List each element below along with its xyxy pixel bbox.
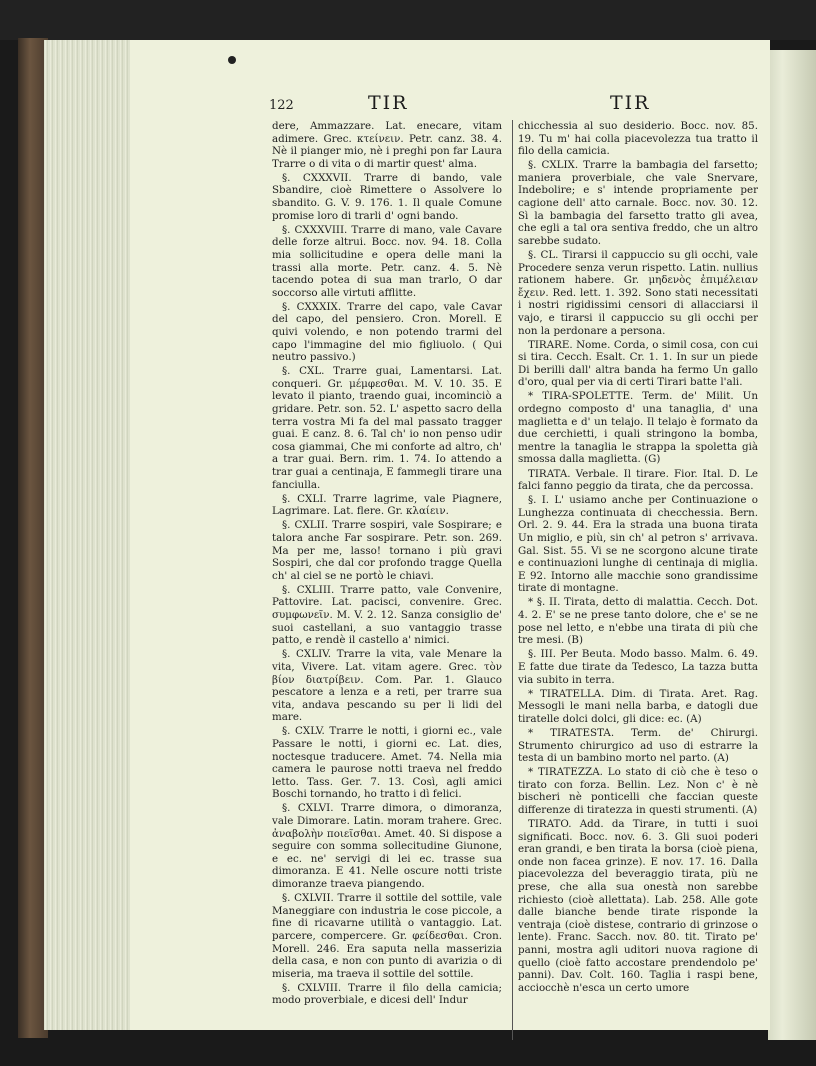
entry-paragraph: §. CL. Tirarsi il cappuccio su gli occhi, vale Procedere senza verun rispetto. Latin. nullius rationem habere. Gr. μηδενὸς ἐπιμέλειαν ἔχειν. Red. lett. 1. 392. Sono stati necessitati i nostri rigidissimi censori di allacciarsi il vajo, e tirarsi il cappuccio su gli occhi per non la perdonare a persona.: [518, 248, 758, 337]
column-rule: [512, 120, 513, 1040]
right-column: [518, 120, 758, 1040]
entry-paragraph: §. III. Per Beuta. Modo basso. Malm. 6. 49. E fatte due tirate da Tedesco, La tazza butta via subito in terra.: [518, 648, 758, 686]
entry-paragraph: dere, Ammazzare. Lat. enecare, vitam adimere. Grec. κτείνειν. Petr. canz. 38. 4. Nè il pianger mio, nè i preghi pon far Laura Trarre o di vita o di martir quest' alma.: [272, 120, 502, 170]
entry-paragraph: §. CXLII. Trarre sospiri, vale Sospirare; e talora anche Far sospirare. Petr. son. 269. Ma per me, lasso! tornano i più gravi Sospiri, che dal cor profondo tragge Quella ch' al ciel se ne portò le chiavi.: [272, 519, 502, 582]
entry-paragraph: §. CXLIX. Trarre la bambagia del farsetto; maniera proverbiale, che vale Snervare, Indebolire; e s' intende propriamente per cagione dell' atto carnale. Bocc. nov. 30. 12. Sì la bambagia del farsetto tratto gli avea, che egli a tal ora sentiva freddo, che un altro sarebbe sudato.: [518, 159, 758, 247]
entry-paragraph: §. CXXXIX. Trarre del capo, vale Cavar del capo, del pensiero. Cron. Morell. E quivi volendo, e non potendo trarmi del capo l'immagine del mio figliuolo. ( Qui neutro passivo.): [272, 300, 502, 364]
entry-paragraph: §. I. L' usiamo anche per Continuazione o Lunghezza continuata di checchessia. Bern. Orl. 2. 9. 44. Era la strada una buona tirata Un miglio, e più, sin ch' al petron s' arrivava. Gal. Sist. 55. Vi se ne scorgono alcune tirate e continuazioni lunghe di centinaja di miglia. E 92. Intorno alle macchie sono grandissime tirate di montagne.: [518, 494, 758, 595]
running-head-left: TIR: [368, 92, 409, 114]
entry-paragraph: §. CXLVIII. Trarre il filo della camicia; modo proverbiale, e dicesi dell' Indur: [272, 981, 502, 1007]
page-number: 122: [269, 98, 294, 113]
entry-paragraph: * TIRATEZZA. Lo stato di ciò che è teso o tirato con forza. Bellin. Lez. Non c' è nè bischeri nè ponticelli che faccian queste differenze di tiratezza in questi strumenti. (A): [518, 766, 758, 816]
entry-paragraph: chicchessia al suo desiderio. Bocc. nov. 85. 19. Tu m' hai colla piacevolezza tua tratto il filo della camicia.: [518, 120, 758, 158]
entry-paragraph: §. CXLI. Trarre lagrime, vale Piagnere, Lagrimare. Lat. flere. Gr. κλαίειν.: [272, 492, 502, 518]
entry-paragraph: §. CXLIV. Trarre la vita, vale Menare la vita, Vivere. Lat. vitam agere. Grec. τὸν βίον διατρίβειν. Com. Par. 1. Glauco pescatore a lenza e a reti, per trarre sua vita, andava pescando su per li lidi del mare.: [272, 648, 502, 724]
running-head-right: TIR: [610, 92, 651, 114]
entry-paragraph: §. CXXXVII. Trarre di bando, vale Sbandire, cioè Rimettere o Assolvere lo sbandito. G. V. 9. 176. 1. Il quale Comune promise loro di trarli d' ogni bando.: [272, 171, 502, 222]
entry-paragraph: §. CXLIII. Trarre patto, vale Convenire, Pattovire. Lat. pacisci, convenire. Grec. συμφωνεῖν. M. V. 2. 12. Sanza consiglio de' suoi castellani, a suo vantaggio trasse patto, e rendè il castello a' nimici.: [272, 583, 502, 647]
background-top: [0, 0, 816, 40]
entry-paragraph: TIRARE. Nome. Corda, o simil cosa, con cui si tira. Cecch. Esalt. Cr. 1. 1. In sur un piede Di berilli dall' altra banda ha fermo Un gallo d'oro, qual per via di certi Tirari batte l'ali.: [518, 338, 758, 389]
entry-paragraph: * TIRATESTA. Term. de' Chirurgi. Strumento chirurgico ad uso di estrarre la testa di un bambino morto nel parto. (A): [518, 726, 758, 765]
entry-paragraph: * TIRATELLA. Dim. di Tirata. Aret. Rag. Messogli le mani nella barba, e datogli due tiratelle dolci dolci, gli dice: ec. (A): [518, 687, 758, 725]
entry-paragraph: §. CXL. Trarre guai, Lamentarsi. Lat. conqueri. Gr. μέμφεσθαι. M. V. 10. 35. E levato il pianto, traendo guai, incominciò a gridare. Petr. son. 52. L' aspetto sacro della terra vostra Mi fa del mal passato tragger guai. E canz. 8. 6. Tal ch' io non penso udir cosa giammai, Che mi conforte ad altro, ch' a trar guai. Bern. rim. 1. 74. Io attendo a trar guai a centinaja, E fammegli tirare una fanciulla.: [272, 365, 502, 491]
entry-paragraph: §. CXLV. Trarre le notti, i giorni ec., vale Passare le notti, i giorni ec. Lat. dies, noctesque traducere. Amet. 74. Nella mia camera le paurose notti traeva nel freddo letto. Tass. Ger. 7. 13. Così, agli amici Boschi tornando, ho tratto i dì felici.: [272, 725, 502, 801]
binding-hole: [228, 56, 236, 64]
entry-paragraph: TIRATO. Add. da Tirare, in tutti i suoi significati. Bocc. nov. 6. 3. Gli suoi poderi eran grandi, e ben tirata la borsa (cioè piena, onde non facea grinze). E nov. 17. 16. Dalla piacevolezza del beveraggio tirata, più ne prese, che alla sua onestà non sarebbe richiesto (cioè allettata). Lab. 258. Alle gote dalle bianche bende tirate risponde la ventraja (cioè distese, contrario di grinzose o lente). Franc. Sacch. nov. 80. tit. Tirato pe' panni, mostra agli uditori nuova ragione di quello (cioè fatto accostare prendendolo pe' panni). Dav. Colt. 160. Taglia i raspi bene, acciocchè n'esca un certo umore: [518, 818, 758, 994]
facing-page-edge: [768, 50, 816, 1040]
entry-paragraph: §. CXLVI. Trarre dimora, o dimoranza, vale Dimorare. Latin. moram trahere. Grec. ἀναβολὴν ποιεῖσθαι. Amet. 40. Si dispose a seguire con somma sollecitudine Giunone, e ec. ne' servigi di lei ec. trasse sua dimoranza. E 41. Nelle oscure notti triste dimoranze traeva piangendo.: [272, 802, 502, 891]
entry-paragraph: TIRATA. Verbale. Il tirare. Fior. Ital. D. Le falci fanno peggio da tirata, che da percossa.: [518, 467, 758, 493]
page-edges: [44, 40, 132, 1030]
entry-paragraph: §. CXLVII. Trarre il sottile del sottile, vale Maneggiare con industria le cose piccole, a fine di ricavarne utilità o vantaggio. Lat. parcere, compercere. Gr. φείδεσθαι. Cron. Morell. 246. Era saputa nella masserizia della casa, e non con punto di avarizia o di miseria, ma traeva il sottile del sottile.: [272, 892, 502, 980]
entry-paragraph: * TIRA-SPOLETTE. Term. de' Milit. Un ordegno composto d' una tanaglia, d' una maglietta e d' un telajo. Il telajo è formato da due cerchietti, i quali stringono la bomba, mentre la tanaglia le strappa la spoletta già smossa dalla maglietta. (G): [518, 390, 758, 466]
entry-paragraph: * §. II. Tirata, detto di malattia. Cecch. Dot. 4. 2. E' se ne prese tanto dolore, che e' se ne pose nel letto, e n'ebbe una tirata di più che tre mesi. (B): [518, 596, 758, 647]
left-column: [272, 120, 502, 1040]
entry-paragraph: §. CXXXVIII. Trarre di mano, vale Cavare delle forze altrui. Bocc. nov. 94. 18. Colla mia sollicitudine e opera delle mani la trassi alla morte. Petr. canz. 4. 5. Nè tacendo potea di sua man trarlo, O dar soccorso alle virtuti afflitte.: [272, 223, 502, 299]
